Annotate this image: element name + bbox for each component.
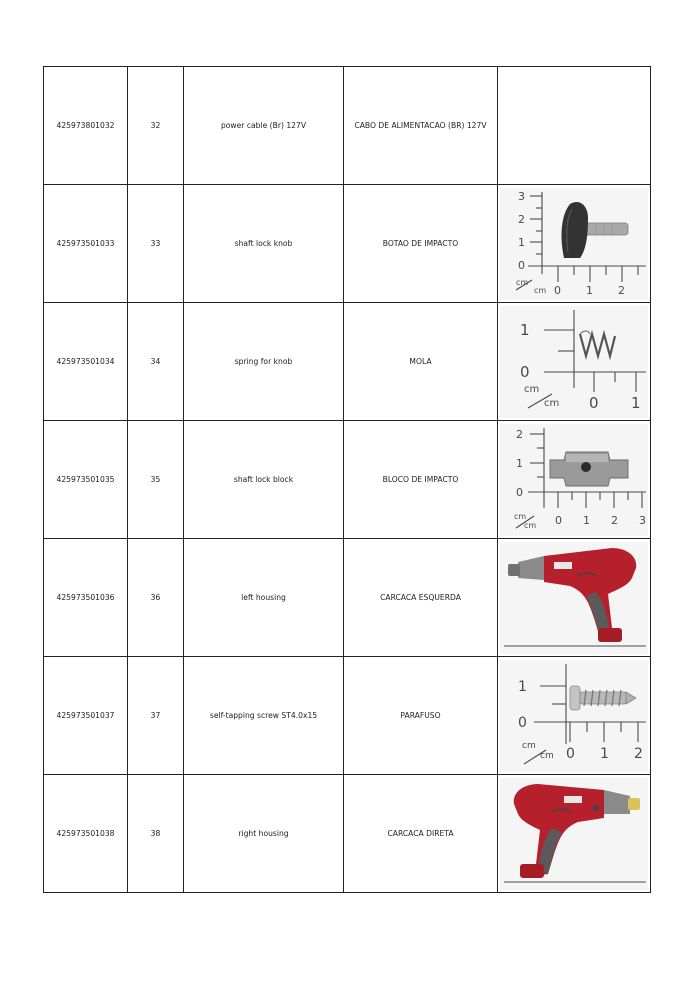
x-tick-label: 1 [600,745,609,762]
part-number: 425973501035 [44,421,128,539]
part-number: 425973801032 [44,67,128,185]
left-housing-image [500,542,648,654]
description-en: left housing [184,539,344,657]
description-pt: CARCACA ESQUERDA [344,539,498,657]
description-pt: CARCACA DIRETA [344,775,498,893]
description-pt: PARAFUSO [344,657,498,775]
part-number: 425973501034 [44,303,128,421]
part-image-cell [498,775,651,893]
spare-parts-table [43,66,651,893]
position-number: 36 [128,539,184,657]
y-tick-label: 1 [518,235,525,249]
x-tick-label: 2 [611,513,618,527]
part-image-cell [498,421,651,539]
part-image-cell [498,303,651,421]
shaft-lock-block-image [500,424,648,536]
y-unit-label: cm [522,740,536,751]
table-row [44,185,651,303]
x-tick-label: 2 [618,283,625,297]
x-unit-label: cm [534,285,547,295]
x-tick-label: 0 [566,745,575,762]
y-tick-label: 0 [516,485,523,499]
x-unit-label: cm [544,397,560,409]
description-pt: MOLA [344,303,498,421]
description-pt: BLOCO DE IMPACTO [344,421,498,539]
part-number: 425973501033 [44,185,128,303]
description-en: self-tapping screw ST4.0x15 [184,657,344,775]
position-number: 38 [128,775,184,893]
x-tick-label: 3 [639,513,646,527]
position-number: 35 [128,421,184,539]
part-image-empty [498,67,651,185]
table-row [44,303,651,421]
y-tick-label: 1 [516,456,523,470]
position-number: 37 [128,657,184,775]
part-image-cell [498,539,651,657]
x-tick-label: 0 [554,283,561,297]
description-en: shaft lock block [184,421,344,539]
y-unit-label: cm [516,277,529,287]
position-number: 34 [128,303,184,421]
table-row [44,67,651,185]
y-tick-label: 1 [520,320,530,339]
x-tick-label: 0 [589,393,599,412]
y-tick-label: 3 [518,189,525,203]
part-number: 425973501037 [44,657,128,775]
part-image-cell [498,185,651,303]
y-unit-label: cm [514,511,527,521]
part-image-cell [498,657,651,775]
table-row [44,657,651,775]
description-en: spring for knob [184,303,344,421]
description-pt: CABO DE ALIMENTACAO (BR) 127V [344,67,498,185]
description-en: right housing [184,775,344,893]
part-number: 425973501036 [44,539,128,657]
x-tick-label: 1 [586,283,593,297]
part-number: 425973501038 [44,775,128,893]
y-tick-label: 2 [518,212,525,226]
description-en: shaft lock knob [184,185,344,303]
x-unit-label: cm [524,520,537,530]
x-tick-label: 0 [555,513,562,527]
x-tick-label: 2 [634,745,643,762]
x-tick-label: 1 [583,513,590,527]
description-en: power cable (Br) 127V [184,67,344,185]
y-unit-label: cm [524,383,540,395]
position-number: 33 [128,185,184,303]
x-tick-label: 1 [631,393,641,412]
y-tick-label: 1 [518,678,527,695]
y-tick-label: 0 [518,714,527,731]
y-tick-label: 2 [516,427,523,441]
y-tick-label: 0 [520,362,530,381]
table-row [44,775,651,893]
self-tapping-screw-image [500,660,648,772]
position-number: 32 [128,67,184,185]
y-tick-label: 0 [518,258,525,272]
spring-image [500,306,648,418]
description-pt: BOTAO DE IMPACTO [344,185,498,303]
right-housing-image [500,778,648,890]
shaft-lock-knob-image [500,188,648,300]
table-row [44,539,651,657]
table-row [44,421,651,539]
x-unit-label: cm [540,750,554,761]
